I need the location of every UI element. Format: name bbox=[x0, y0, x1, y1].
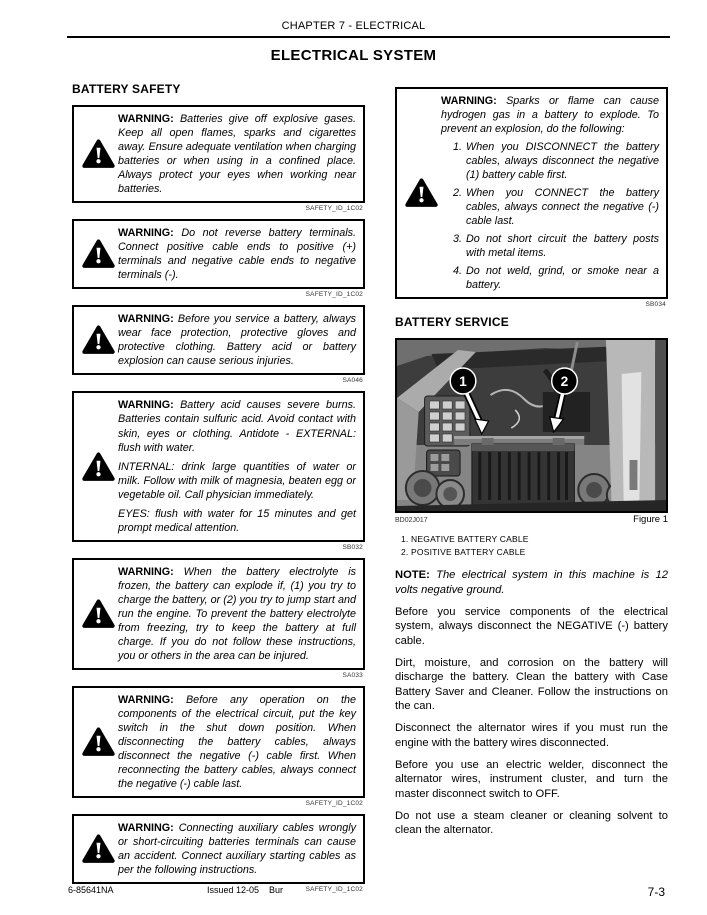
legend-item: 1. NEGATIVE BATTERY CABLE bbox=[401, 534, 529, 545]
warning-triangle-icon bbox=[401, 178, 441, 208]
warning-triangle-icon bbox=[78, 727, 118, 757]
warning-text: Batteries give off explosive gases. Keep all open flames, sparks and cigarettes away. Ensure adequate ventilation when charging batteries or when using in a confined place. Always protect your eyes when working near batteries. bbox=[118, 113, 356, 196]
safety-id-tag: SAFETY_ID_1C02 bbox=[305, 205, 363, 213]
warning-list-item: 1. When you DISCONNECT the battery cables, always disconnect the negative (1) battery cable first. bbox=[465, 140, 659, 182]
warning-box-2 bbox=[72, 219, 365, 289]
warning-box-3 bbox=[72, 305, 365, 375]
safety-id-tag: SB034 bbox=[645, 301, 666, 309]
warning-text: When the battery electrolyte is frozen, the battery can explode if, (1) you try to charge the battery, or (2) you try to jump start and run the engine. To prevent the battery electrolyte from freezing, try to keep the battery at full charge. If you do not follow these instructions, you or others in the area can be injured. bbox=[118, 565, 356, 662]
callout-2-number: 2 bbox=[560, 373, 569, 390]
warning-list-item: 4. Do not weld, grind, or smoke near a battery. bbox=[465, 264, 659, 292]
warning-label: WARNING: bbox=[441, 95, 497, 107]
warning-label: WARNING: bbox=[118, 113, 174, 125]
body-paragraph: Dirt, moisture, and corrosion on the battery will discharge the battery. Clean the battery with Case Battery Saver and Cleaner. Follow the instructions on the can. bbox=[395, 657, 668, 713]
battery-service-heading: BATTERY SERVICE bbox=[395, 315, 509, 330]
body-paragraph: Before you service components of the electrical system, always disconnect the NEGATIVE (-) battery cable. bbox=[395, 606, 668, 647]
warning-box-6 bbox=[72, 686, 365, 798]
warning-triangle-icon bbox=[78, 239, 118, 269]
safety-id-tag: SB032 bbox=[342, 543, 363, 551]
warning-box-7 bbox=[72, 814, 365, 884]
chapter-header: CHAPTER 7 - ELECTRICAL bbox=[281, 20, 426, 32]
battery-safety-heading: BATTERY SAFETY bbox=[72, 82, 181, 96]
warning-list-item: 3. Do not short circuit the battery posts with metal items. bbox=[465, 232, 659, 260]
warning-box-5 bbox=[72, 558, 365, 670]
photo-id: BD02J017 bbox=[395, 517, 428, 525]
safety-id-tag: SAFETY_ID_1C02 bbox=[305, 291, 363, 299]
warning-box-1 bbox=[72, 105, 365, 203]
warning-text: Connecting auxiliary cables wrongly or short-circuiting batteries terminals can cause an accident. Connect auxiliary starting cables as per the following instructions. bbox=[118, 822, 357, 877]
figure-caption: Figure 1 bbox=[633, 514, 668, 526]
warning-numbered-list bbox=[441, 140, 659, 292]
warning-text: Battery acid causes severe burns. Batteries contain sulfuric acid. Avoid contact with skin, eyes or clothing. Antidote - EXTERNAL: flush with water. bbox=[118, 399, 357, 454]
note-paragraph bbox=[395, 568, 668, 597]
warning-text: EYES: flush with water for 15 minutes and get prompt medical attention. bbox=[118, 507, 356, 534]
battery-compartment-photo bbox=[395, 338, 668, 513]
body-paragraph: Before you use an electric welder, disconnect the alternator wires, instrument cluster, and turn the master disconnect switch to OFF. bbox=[395, 759, 668, 800]
warning-label: WARNING: bbox=[118, 693, 174, 706]
safety-id-tag: SAFETY_ID_1C02 bbox=[305, 886, 363, 894]
safety-id-tag: SA033 bbox=[342, 671, 363, 679]
warning-box-4 bbox=[72, 391, 365, 541]
body-paragraph: Disconnect the alternator wires if you must run the engine with the battery wires disconnected. bbox=[395, 722, 668, 749]
warning-label: WARNING: bbox=[118, 227, 174, 240]
page-footer bbox=[0, 885, 707, 899]
warning-text: Before any operation on the components of the electrical circuit, put the key switch in the shut down position. When disconnecting the battery cables, always disconnect the negative (-) cable first. When reconnecting the battery cables, always connect the negative (-) cable last. bbox=[118, 693, 357, 791]
warning-triangle-icon bbox=[78, 325, 118, 355]
page-title: ELECTRICAL SYSTEM bbox=[270, 47, 437, 64]
footer-page-number: 7-3 bbox=[647, 885, 665, 899]
warning-label: WARNING: bbox=[118, 822, 174, 835]
figure-legend bbox=[401, 534, 668, 557]
callout-1-number: 1 bbox=[459, 373, 467, 390]
header-rule bbox=[67, 36, 670, 38]
warning-triangle-icon bbox=[78, 452, 118, 482]
left-column bbox=[72, 82, 365, 900]
warning-list-item: 2. When you CONNECT the battery cables, always connect the negative (-) cable last. bbox=[465, 186, 659, 228]
warning-label: WARNING: bbox=[118, 565, 174, 578]
warning-label: WARNING: bbox=[118, 399, 174, 412]
warning-text: Before you service a battery, always wear face protection, protective gloves and protective clothing. Battery acid or battery explosion can cause serious injuries. bbox=[118, 313, 357, 368]
warning-text: Sparks or flame can cause hydrogen gas in a battery to explode. To prevent an explosion, do the following: bbox=[441, 95, 659, 136]
warning-text: INTERNAL: drink large quantities of water or milk. Follow with milk of magnesia, beaten egg or vegetable oil. Call physician immediately. bbox=[118, 460, 356, 501]
right-column bbox=[395, 82, 668, 900]
warning-triangle-icon bbox=[78, 599, 118, 629]
footer-issue-info: Issued 12-05 Bur bbox=[207, 885, 284, 895]
warning-triangle-icon bbox=[78, 139, 118, 169]
body-paragraph: Do not use a steam cleaner or cleaning solvent to clean the alternator. bbox=[395, 810, 668, 837]
footer-part-number: 6-85641NA bbox=[68, 885, 114, 895]
safety-id-tag: SA046 bbox=[342, 377, 363, 385]
note-text: The electrical system in this machine is 12 volts negative ground. bbox=[395, 569, 669, 596]
warning-text: Do not reverse battery terminals. Connect positive cable ends to positive (+) terminals and negative cable ends to negative terminals (-). bbox=[118, 227, 357, 282]
note-label: NOTE: bbox=[395, 569, 430, 582]
warning-label: WARNING: bbox=[118, 313, 174, 326]
safety-id-tag: SAFETY_ID_1C02 bbox=[305, 800, 363, 808]
warning-triangle-icon bbox=[78, 834, 118, 864]
warning-box-sparks bbox=[395, 87, 668, 299]
legend-item: 2. POSITIVE BATTERY CABLE bbox=[401, 547, 526, 558]
